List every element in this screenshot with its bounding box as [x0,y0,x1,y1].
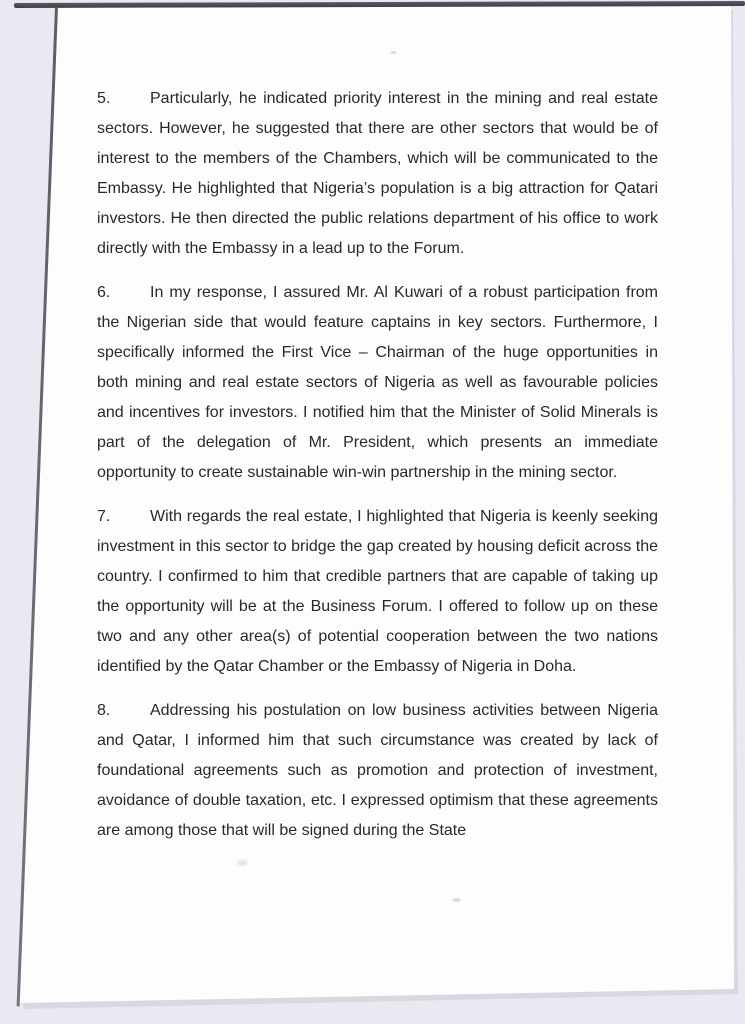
scan-artifact [452,898,461,902]
paragraph-text: Addressing his postulation on low business activities between Nigeria and Qatar, I informed him that such circumstance was created by lack of foundational agreements such as promotion and protection of investment, avoidance of double taxation, etc. I expressed optimism that these agreements are among those that will be signed during the State [97,702,658,839]
paragraph-5 [97,84,658,264]
paragraph-7 [97,502,658,682]
paragraph-8 [97,696,658,846]
paragraph-number: 7. [97,508,111,525]
paragraph-number: 6. [97,284,111,301]
scan-artifact [390,51,397,54]
paragraph-text: Particularly, he indicated priority interest in the mining and real estate sectors. However, he suggested that there are other sectors that would be of interest to the members of the Chambers, which will be communicated to the Embassy. He highlighted that Nigeria’s population is a big attraction for Qatari investors. He then directed the public relations department of his office to work directly with the Embassy in a lead up to the Forum. [97,90,658,257]
paragraph-number: 8. [97,702,111,719]
scan-artifact [237,860,248,866]
paragraph-text: With regards the real estate, I highlighted that Nigeria is keenly seeking investment in this sector to bridge the gap created by housing deficit across the country. I confirmed to him that credible partners that are capable of taking up the opportunity will be at the Business Forum. I offered to follow up on these two and any other area(s) of potential cooperation between the two nations identified by the Qatar Chamber or the Embassy of Nigeria in Doha. [97,508,658,675]
paragraph-number: 5. [97,90,111,107]
paragraph-text: In my response, I assured Mr. Al Kuwari of a robust participation from the Nigerian side that would feature captains in key sectors. Furthermore, I specifically informed the First Vice – Chairman of the huge opportunities in both mining and real estate sectors of Nigeria as well as favourable policies and incentives for investors. I notified him that the Minister of Solid Minerals is part of the delegation of Mr. President, which presents an immediate opportunity to create sustainable win-win partnership in the mining sector. [97,284,658,481]
page-body-text [97,84,658,860]
paragraph-6 [97,278,658,488]
